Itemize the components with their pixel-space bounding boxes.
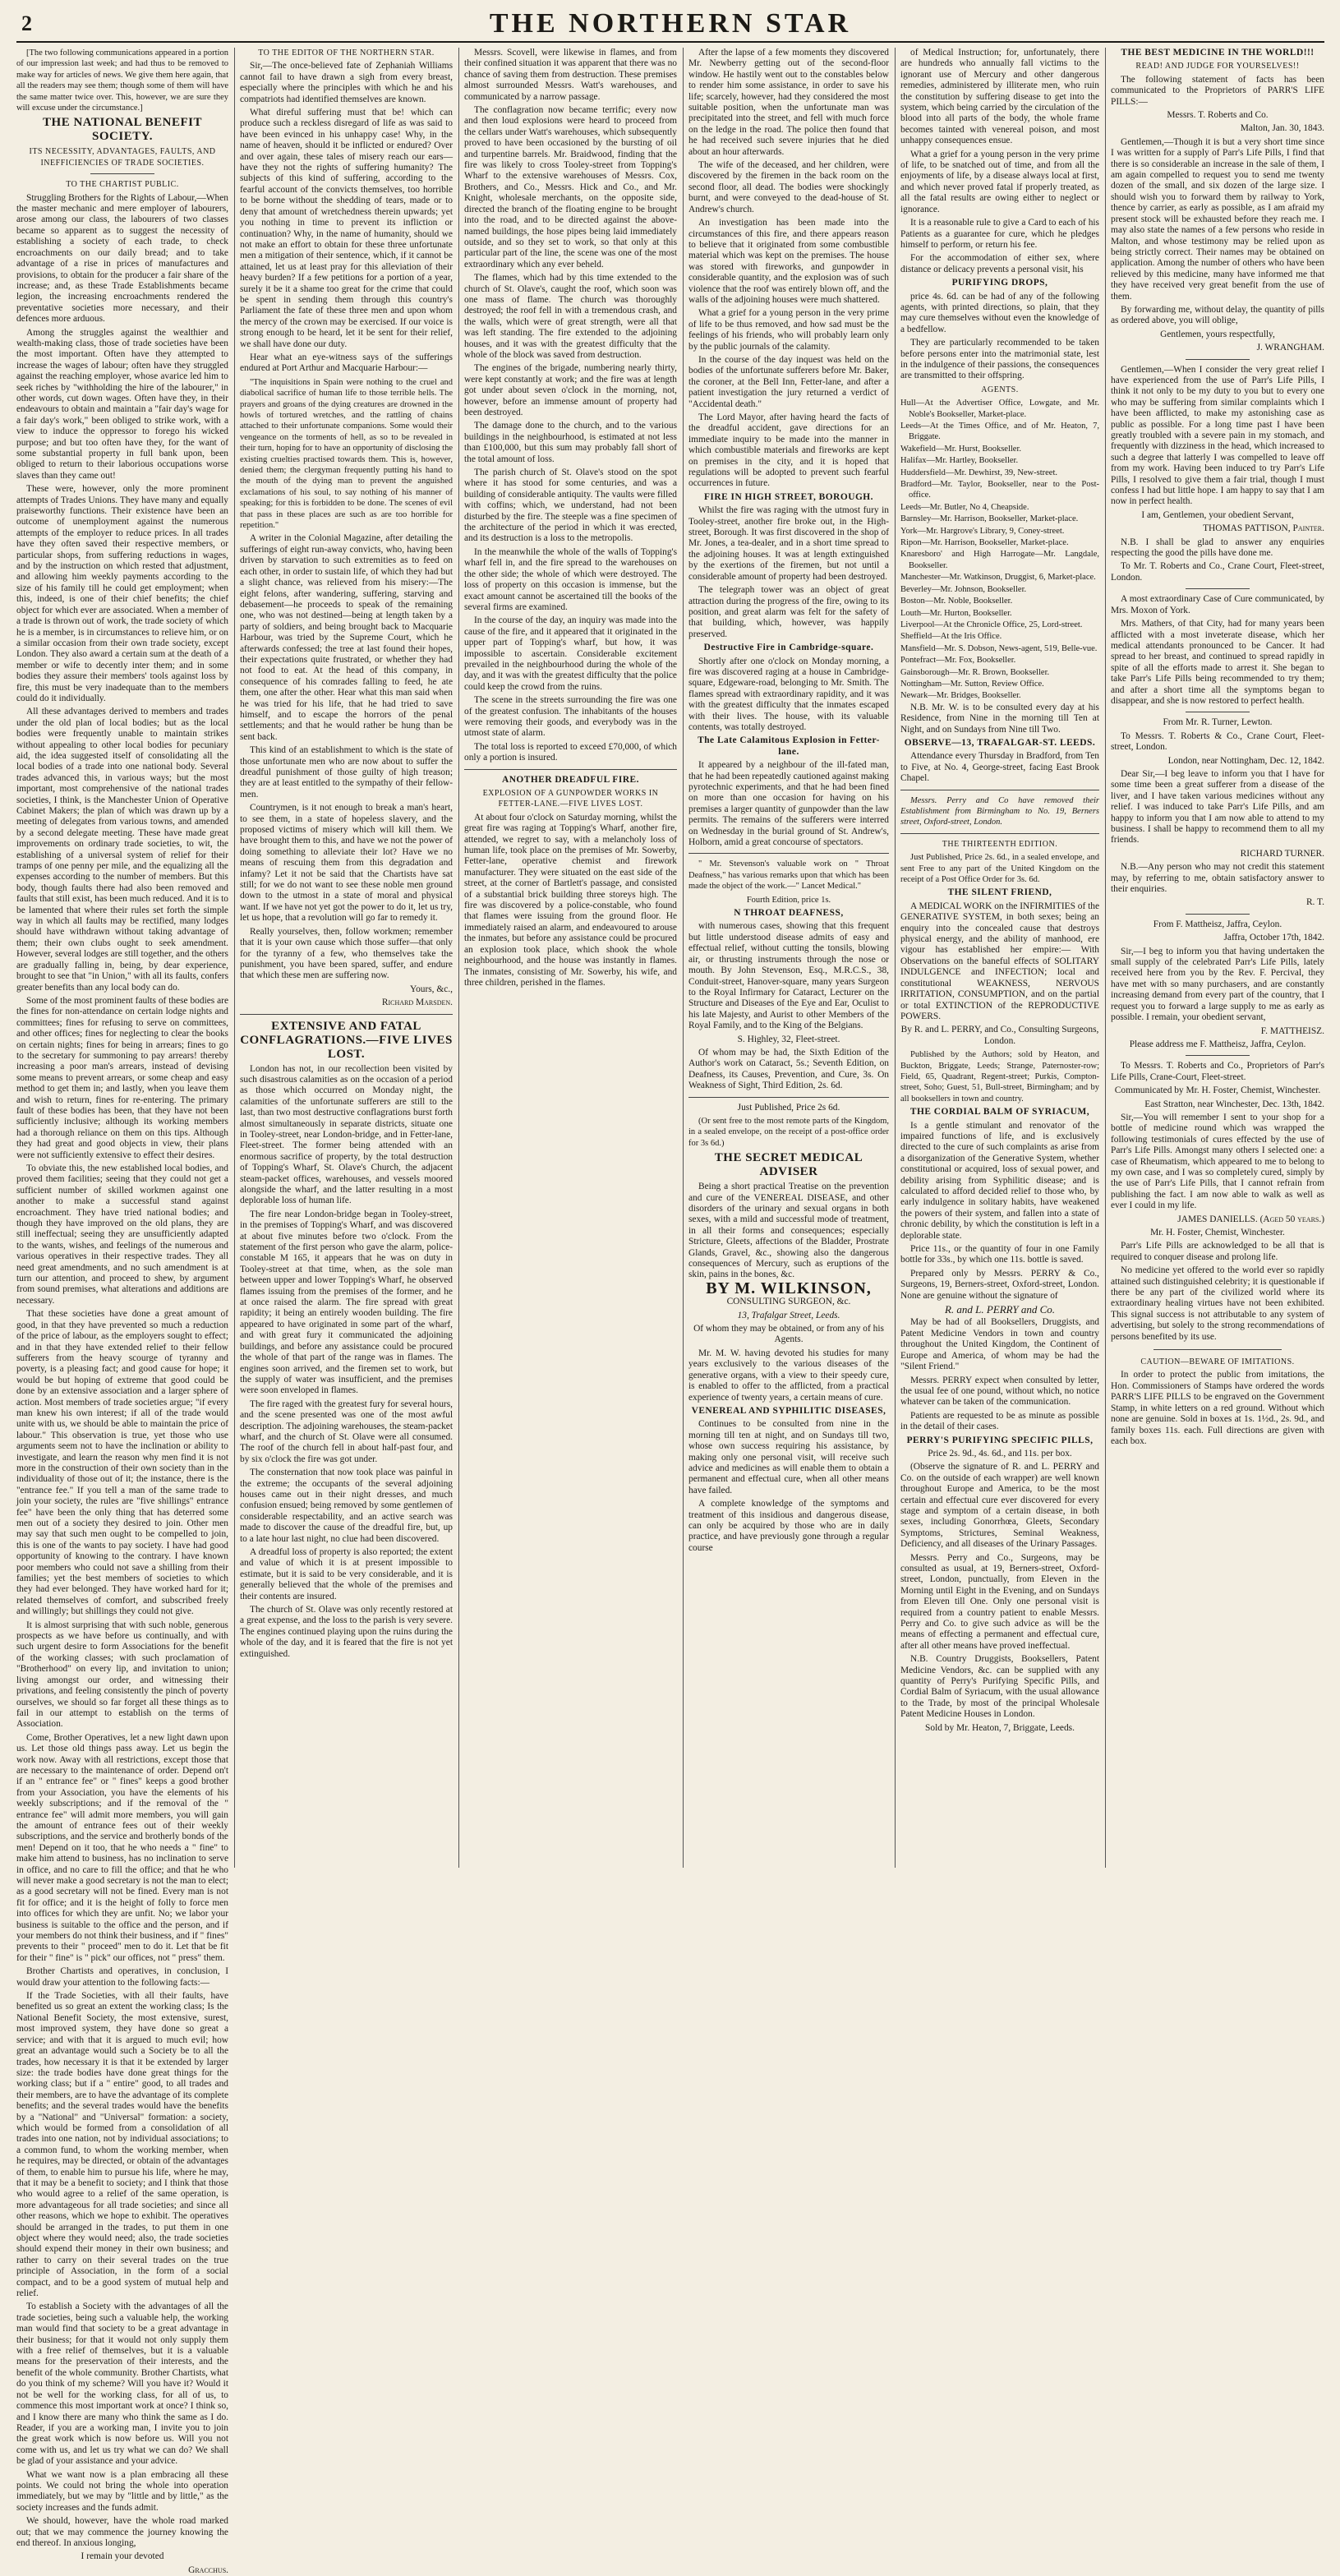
list-item: Beverley—Mr. Johnson, Bookseller. bbox=[900, 584, 1027, 594]
article-subheading: EXPLOSION OF A GUNPOWDER WORKS IN FETTER-LANE.—FIVE LIVES LOST. bbox=[482, 789, 659, 809]
paragraph: A MEDICAL WORK on the INFIRMITIES of the GENERATIVE SYSTEM, in both sexes; being an enquiry into the concealed cause that destroys physical energy, and the ability of manhood, ere vigour has established her empire:— With Observations on the baneful effects of SOLITARY INDULGENCE and INFECTION; local and constitutional WEAKNESS, NERVOUS IRRITATION, CONSUMPTION, and on the partial or total EXTINCTION of the REPRODUCTIVE POWERS. bbox=[900, 901, 1100, 1021]
place-date: London, near Nottingham, Dec. 12, 1842. bbox=[1167, 755, 1324, 766]
column-3 bbox=[464, 48, 677, 1868]
advertiser-address: 13, Trafalgar Street, Leeds. bbox=[737, 1310, 840, 1320]
paragraph: The following statement of facts has been communicated to the Proprietors of PARR'S LIFE PILLS:— bbox=[1111, 74, 1324, 107]
paragraph: A most extraordinary Case of Cure communicated, by Mrs. Moxon of York. bbox=[1111, 594, 1324, 615]
list-item: Nottingham—Mr. Sutton, Review Office. bbox=[900, 679, 1044, 689]
closing: I remain your devoted bbox=[81, 2551, 164, 2562]
place-date: East Stratton, near Winchester, Dec. 13th, 1842. bbox=[1144, 1099, 1324, 1109]
article-heading: EXTENSIVE AND FATAL CONFLAGRATIONS.—FIVE LIVES LOST. bbox=[240, 1019, 453, 1061]
paragraph: A complete knowledge of the symptoms and treatment of this insidious and dangerous disease, can only be acquired by those who are in daily practice, and have previously gone through a regular course bbox=[688, 1499, 889, 1553]
paragraph: This kind of an establishment to which is the state of those unfortunate men who are now about to suffer the dreadful punishment of those guilty of high treason; they are at least entitled to the sympathy of their fellow-men. bbox=[240, 745, 453, 800]
agents-heading: AGENTS. bbox=[981, 385, 1019, 394]
paragraph: N.B.—Any person who may not credit this statement may, by referring to me, obtain satisfactory answer to their enquiries. bbox=[1111, 862, 1324, 895]
paragraph: At about four o'clock on Saturday morning, whilst the great fire was raging at Topping's Wharf, another fire, attended, we regret to say, with a melancholy loss of human life, took place on the premises of Mr. Sowerby, Fetter-lane, operative chemist and firework manufacturer. They were situated on the east side of the street, at the corner of Bartlett's passage, and consisted of a substantial brick building three storeys high. The fire was discovered by a police-constable, who found that flames were issuing from the ground floor. He immediately raised an alarm, and endeavoured to arouse the inmates, but before any assistance could be procured an explosion took place, which shook the whole neighbourhood, and the house was instantly in flames. The inmates, consisting of Mr. Sowerby, his wife, and three children, perished in the flames. bbox=[464, 812, 677, 988]
column-rule bbox=[683, 48, 684, 1868]
salutation: TO THE CHARTIST PUBLIC. bbox=[66, 180, 179, 190]
paragraph: All these advantages derived to members and trades under the old plan of local bodies; but as the local bodies were frequently unable to maintain strikes without appealing to other local bodies for pecuniary aid, the idea suggested itself of consolidating all the local bodies of a trade into one national body. Several trades advanced this, in various ways; but the most important, most comprehensive of the national trades societies, I think, is the Manchester Union of Operative Cabinet Makers; the plan of which was drawn up by a meeting of delegates from various towns, and amended by a second delegate meeting. These have made great improvements on ordinary trade societies, to wit, the establishing of a universal system of relief for their tramps of one penny per mile, and the equalizing all the expenses according to the number of members. But this body, though faults there had also been removed and faults that still exist, has been much reduced. And it is to be lamented that where their rules set forth the simple way in which all faults may be rectified, many lodges should have withdrawn without taking advantage of them; their own clubs ought to seek amendment. However, several lodges are still together, and the others are gradually falling in, being, by dear experience, brought to see that "in Union," with all its faults, confers greater benefits than any local body can do. bbox=[16, 707, 228, 993]
signature: R. T. bbox=[1305, 897, 1324, 908]
paragraph: The fire raged with the greatest fury for several hours, and the scene presented was one of the most awful description. The adjoining warehouses, the steam-packet wharf, and the church of St. Olave were all consumed. The roof of the church fell in about half-past four, and by six o'clock the fire was got under. bbox=[240, 1399, 453, 1464]
separator bbox=[1186, 914, 1250, 915]
separator bbox=[1186, 588, 1250, 589]
paragraph: Parr's Life Pills are acknowledged to be all that is required to conquer disease and prolong life. bbox=[1111, 1241, 1324, 1262]
paragraph: London has not, in our recollection been visited by such disastrous calamities as on the occasion of a period as those which occurred on Monday night, the calamities of the unfortunate sufferers are still to the last, than two most destructive conflagrations burst forth almost simultaneously in separate districts, situate one in Tooley-street, near London-bridge, and in Fetter-lane, Fleet-street. The former being attended with an enormous sacrifice of property, by the total destruction of Topping's Wharf, St. Olave's Church, the adjacent steam-packet offices, warehouses, and vessels moored alongside the wharf, and the latter resulting in a most deplorable loss of human life. bbox=[240, 1063, 453, 1206]
place-date: Malton, Jan. 30, 1843. bbox=[1240, 123, 1324, 134]
editor-note: [The two following communications appeared in a portion of our impression last week; and had thus to be removed to make way for articles of news. We give them here again, that all the readers may see them; though some of them will have the same matter twice over. This, however, we are sure they will excuse under the circumstance.] bbox=[16, 48, 228, 113]
paragraph: Just Published, Price 2s. 6d., in a sealed envelope, and sent Free to any part of the United Kingdom on the receipt of a Post Office Order for 3s. 6d. bbox=[900, 853, 1099, 885]
paragraph: Sir,—You will remember I sent to your shop for a bottle of medicine round which was wrapped the following testimonials of cures effected by the use of Parr's Life Pills. Amongst many others I selected one: a case of Rheumatism, which appeared to me to belong to my own case, and I was so completely cured, simply by the use of Parr's Life Pills, that I cannot refrain from publishing the fact. I am now able to walk as well as ever I could in my life. bbox=[1111, 1112, 1324, 1211]
paragraph: Of whom may be had, the Sixth Edition of the Author's work on Cataract, 5s.; Seventh Edition, on Deafness, its Causes, Prevention, and Cure, 3s. On Weakness of Sight, Third Edition, 2s. 6d. bbox=[688, 1047, 889, 1091]
list-item: Manchester—Mr. Watkinson, Druggist, 6, Market-place. bbox=[900, 573, 1096, 583]
paragraph: The Lord Mayor, after having heard the facts of the dreadful accident, gave directions for an immediate inquiry to be made into the manner in which combustible materials and fireworks are kept on premises in the city, and it is hoped that regulations will be adopted to prevent such fearful occurrences in future. bbox=[688, 412, 889, 489]
paragraph: They are particularly recommended to be taken before persons enter into the matrimonial state, lest in the indulgence of their passions, the consequences are transmitted to their offspring. bbox=[900, 338, 1099, 381]
column-rule bbox=[1105, 48, 1106, 1868]
paragraph: To establish a Society with the advantages of all the trade societies, being such a valuable help, the working man would find that society to be a great advantage in their business; for that it would not only supply them with a free relief of themselves, but it is a valuable means for the preservation of their interests, and the benefit of the whole community. Brother Chartists, what do you think of my scheme? Will you have it? Would it not be well for the working class, for all of us, to commence this most important work at once? I think so, and I know there are many who think the same as I do. Reader, if you are a working man, I invite you to join the great work which is now before us. Will you not come with us, and let us try what we can do? We shall be glad of your assistance and your advice. bbox=[16, 2302, 228, 2467]
advert-heading: OBSERVE—13, TRAFALGAR-ST. LEEDS. bbox=[904, 737, 1096, 748]
list-item: Boston—Mr. Noble, Bookseller. bbox=[900, 597, 1013, 606]
list-item: Leeds—At the Times Office, and of Mr. Heaton, 7, Briggate. bbox=[900, 422, 1099, 442]
paragraph: It is a reasonable rule to give a Card to each of his Patients as a guarantee for cure, which he pledges himself to perform, or return his fee. bbox=[900, 218, 1099, 250]
paragraph: What we want now is a plan embracing all these points. We could not bring the whole into operation immediately, but we may by "little and by little," as the society increases and the funds admit. bbox=[16, 2469, 228, 2513]
paragraph: Whilst the fire was raging with the utmost fury in Tooley-street, another fire broke out, in the High-street, Borough. It was first discovered in the shop of Mr. Jones, a tea-dealer, and in a short time spread to the adjoining houses. It was at length extinguished by the exertions of the firemen, but not until a considerable amount of property had been destroyed. bbox=[688, 505, 889, 582]
signature: Richard Marsden. bbox=[381, 998, 453, 1008]
paragraph: N.B. Country Druggists, Booksellers, Patent Medicine Vendors, &c. can be supplied with any quantity of Perry's Purifying Specific Pills, and Cordial Balm of Syriacum, with the usual allowance to the Trade, by most of the principal Wholesale Patent Medicine Houses in London. bbox=[900, 1654, 1099, 1720]
paragraph: Messrs. PERRY expect when consulted by letter, the usual fee of one pound, without which, no notice whatever can be taken of the communication. bbox=[900, 1375, 1099, 1408]
paragraph: Struggling Brothers for the Rights of Labour,—When the master mechanic and mere employer of labourers, arose among our class, the labourers of two classes became so apparent as to suggest the necessity of establishing a society of each trade, to check encroachments on our daily bread; and to take advantage of a rise in prices of manufactures and provisions, to obtain for the producer a fair share of the increase; and, as these Trade Establishments became legion, the increasing encroachments rendered the preventative societies more necessary, and their defences more arduous. bbox=[16, 192, 228, 325]
signature: THOMAS PATTISON, Painter. bbox=[1203, 523, 1324, 534]
separator bbox=[688, 853, 889, 854]
paragraph: Sir,—I beg to inform you that having undertaken the small supply of the celebrated Parr's Life Pills, lately received here from you by the Rev. F. Percival, they have met with so many purchasers, and are constantly increasing demand from every part of the country, that I request you to forward a large supply to me as early as possible. I remain, your obedient servant, bbox=[1111, 946, 1324, 1023]
paragraph: The wife of the deceased, and her children, were discovered by the firemen in the back room on the second floor, all dead. The bodies were shockingly burnt, and were conveyed to the dead-house of St. Andrew's church. bbox=[688, 160, 889, 214]
paragraph: These were, however, only the more prominent attempts of Trades Unions. They have many and equally praiseworthy functions. Their existence have been an outcome of unemployment against the numerous attempts of the employer to reduce prices. In all trades have they often saved their respective members, or particular shops, from suffering reductions in wages, and by the instruction on which rested that adjustment, and allowing him weekly payments according to the size of his family till he could get employment; when this, indeed, is one of their chief benefits; the chief object for which ever are associated. When a member of a trade is thrown out of work, the trade society of which he is a member, is in circumstances to relieve him, or on a similar occasion from their own trade society, except London. They also award a certain sum at the death of a member or wife to decently inter them; and in some bodies they assure their members' tools against loss by fire, this must be very inadequate than to the members could do it individually. bbox=[16, 484, 228, 703]
author-line: By R. and L. PERRY, and Co., Consulting Surgeons, London. bbox=[900, 1025, 1099, 1046]
list-item: Bradford—Mr. Taylor, Bookseller, near to the Post-office. bbox=[900, 480, 1099, 500]
article-heading: Destructive Fire in Cambridge-square. bbox=[703, 643, 874, 653]
notice: Messrs. Perry and Co have removed their Establishment from Birmingham to No. 19, Berners street, Oxford-street, London. bbox=[900, 795, 1099, 827]
column-4 bbox=[688, 48, 889, 1868]
signature: RICHARD TURNER. bbox=[1240, 848, 1324, 859]
article-heading: THE NATIONAL BENEFIT SOCIETY. bbox=[43, 116, 202, 144]
separator bbox=[1186, 1055, 1250, 1056]
article-heading: ANOTHER DREADFUL FIRE. bbox=[501, 774, 639, 785]
paragraph: Please address me F. Mattheisz, Jaffra, Ceylon. bbox=[1129, 1039, 1306, 1049]
separator bbox=[240, 1014, 453, 1015]
list-item: Newark—Mr. Bridges, Bookseller. bbox=[900, 691, 1021, 701]
paragraph: In the course of the day inquest was held on the bodies of the unfortunate sufferers before Mr. Baker, the coroner, at the Bell Inn, Fetter-lane, and after a patient investigation the jury returned a verdict of "Accidental death." bbox=[688, 354, 889, 409]
signature: F. MATTHEISZ. bbox=[1260, 1025, 1324, 1036]
paragraph: Prepared only by Messrs. PERRY & Co., Surgeons, 19, Berners-street, Oxford-street, London. None are genuine without the signature of bbox=[900, 1268, 1099, 1301]
paragraph: The damage done to the church, and to the various buildings in the neighbourhood, is estimated at not less than £100,000, but this sum may probably fall short of the total amount of loss. bbox=[464, 421, 677, 464]
paragraph: Gentlemen,—When I consider the very great relief I have experienced from the use of Parr's Life Pills, I think it not only to be my duty to you but to every one who may be suffering from similar complaints which I have been afflicted, to make my astonishing case as public as possible. For a long time past I have been greatly troubled with a severe pain in my stomach, and frequently with dizziness in the head, which increased to such a degree that latterly I was compelled to leave off from my work. Having been induced to try Parr's Life Pills, I resolved to give them a fair trial, though I must confess I had but little hope. I am happy to say that I am now in perfect health. bbox=[1111, 364, 1324, 507]
closing: Gentlemen, yours respectfully, bbox=[1160, 329, 1275, 339]
salutation: TO THE EDITOR OF THE NORTHERN STAR. bbox=[258, 48, 435, 58]
paragraph: Dear Sir,—I beg leave to inform you that I have for some time been a great sufferer from a disease of the liver, and I have taken various medicines without any relief. I was induced to take Parr's Life Pills, and am happy to inform you that I am now able to attend to my business. I shall be happy to recommend them to all my friends. bbox=[1111, 768, 1324, 846]
signature: JAMES DANIELLS. (Aged 50 years.) bbox=[1177, 1214, 1324, 1224]
letter-source: From Mr. R. Turner, Lewton. bbox=[1163, 717, 1273, 728]
paragraph: Attendance every Thursday in Bradford, from Ten to Five, at No. 4, George-street, facing East Brook Chapel. bbox=[900, 751, 1099, 784]
list-item: Louth—Mr. Hurton, Bookseller. bbox=[900, 608, 1012, 618]
advertiser-name: BY M. WILKINSON, bbox=[706, 1279, 872, 1297]
paragraph: The consternation that now took place was painful in the extreme; the occupants of the several adjoining houses came out in their night dresses, and much confusion ensued; being removed by some gentlemen of considerable respectability, and an active search was made to discover the cause of the dreadful fire, but, up to a late hour last night, no clue had been discovered. bbox=[240, 1468, 453, 1544]
paragraph: To Mr. T. Roberts and Co., Crane Court, Fleet-street, London. bbox=[1111, 561, 1324, 583]
advert-subheading: READ! AND JUDGE FOR YOURSELVES!! bbox=[1135, 62, 1300, 71]
publisher-line: S. Highley, 32, Fleet-street. bbox=[737, 1034, 840, 1044]
address-line: Messrs. T. Roberts and Co. bbox=[1167, 110, 1269, 121]
list-item: Sheffield—At the Iris Office. bbox=[900, 632, 1002, 642]
paragraph: What a grief for a young person in the very prime of life, to be snatched out of time, and from all the enjoyments of life, by a disease always local at first, and which never proved fatal if properly treated, as all the fatal results are owing either to neglect or ignorance. bbox=[900, 149, 1099, 214]
paragraph: We should, however, have the whole road marked out; that we may commence the journey knowing the end thereof. In anxious longing, bbox=[16, 2516, 228, 2548]
column-6 bbox=[1111, 48, 1324, 1868]
paragraph: The engines of the brigade, numbering nearly thirty, were kept constantly at work; and the fire was at length got under about seven o'clock in the morning, not, however, before an immense amount of property had been destroyed. bbox=[464, 363, 677, 417]
paragraph: The scene in the streets surrounding the fire was one of the greatest confusion. The inhabitants of the houses were removing their goods, and everybody was in the utmost state of alarm. bbox=[464, 695, 677, 739]
paragraph: To obviate this, the new established local bodies, and proved them facilities; seeing that they could not get a sufficient number of skilled workmen against one another to make a successful stand against encroachment. They have tried national bodies; and though they have improved on the old plans, they are still ineffectual; seeing they are unsufficiently adapted to the wants, wishes, and feelings of the numerous and various operatives in their respective trades. They all need great amendments, and no such amendment is at turn our attention, and proceed to shew, by argument from sound premises, what alterations and additions are necessary. bbox=[16, 1164, 228, 1306]
separator bbox=[900, 833, 1099, 834]
paragraph: For the accommodation of either sex, where distance or delicacy prevents a personal visit, his bbox=[900, 253, 1099, 274]
column-1 bbox=[16, 48, 228, 2575]
paragraph: Sir,—The once-believed fate of Zephaniah Williams cannot fail to have drawn a sigh from every breast, especially where the principles with which he and his compatriots had identified themselves are known. bbox=[240, 61, 453, 104]
paragraph: It is almost surprising that with such noble, generous prospects as we have before us continually, and with such urgent desire to form Associations for the benefit of the working classes; with such proclamation of "Brotherhood" on every lip, and invitation to union; living amongst our order, and witnessing their privations, and feeling consistently the pinch of poverty ourselves, we should so far forget all these things as to fail in our attempt to establish on the terms of Association. bbox=[16, 1620, 228, 1730]
paragraph: The flames, which had by this time extended to the church of St. Olave's, caught the roof, which soon was one mass of flame. The church was thoroughly destroyed; the roof fell in with a tremendous crash, and the walls, which were of great strength, were all that was left standing. The fire extended to the adjoining houses, and it was with the greatest difficulty that the whole of the block was saved from destruction. bbox=[464, 273, 677, 360]
advert-heading: THE CORDIAL BALM OF SYRIACUM, bbox=[909, 1107, 1090, 1117]
paragraph: The total loss is reported to exceed £70,000, of which only a portion is insured. bbox=[464, 741, 677, 763]
paragraph: A dreadful loss of property is also reported; the extent and value of which it is at present impossible to estimate, but it is said to be very considerable, and it is generally believed that the whole of the premises and their contents are insured. bbox=[240, 1547, 453, 1601]
paragraph: To Messrs. T. Roberts and Co., Proprietors of Parr's Life Pills, Crane-Court, Fleet-street. bbox=[1111, 1061, 1324, 1082]
paragraph: Mr. M. W. having devoted his studies for many years exclusively to the various diseases of the generative organs, with a view to their speedy cure, is enabled to offer to the afflicted, from a practical experience of twenty years, a certain means of cure. bbox=[688, 1348, 889, 1403]
paragraph: Mrs. Mathers, of that City, had for many years been afflicted with a most inveterate disease, which her medical attendants pronounced to be Cancer. It had spread to her breast, and continued to spread rapidly in spite of all the efforts made to arrest it. She began to take Parr's Life Pills being recommended to try them; and after a short time all the symptoms began to disappear, and she is now restored to perfect health. bbox=[1111, 619, 1324, 706]
separator bbox=[1186, 359, 1250, 360]
paragraph: Messrs. Perry and Co., Surgeons, may be consulted as usual, at 19, Berners-street, Oxford-street, London, punctually, from Eleven in the Morning until Eight in the Evening, and on Sundays from Eleven till One. Only one personal visit is required from a country patient to enable Messrs. Perry and Co. to give such advice as will be the means of effecting a permanent and effectual cure, after all other means have proved ineffectual. bbox=[900, 1552, 1099, 1651]
column-2 bbox=[240, 48, 453, 1868]
paragraph: What a grief for a young person in the very prime of life to be thus removed, and how sad must be the feelings of his friends, who will probably learn only by the public journals of the calamity. bbox=[688, 308, 889, 352]
paragraph: Some of the most prominent faults of these bodies are the fines for non-attendance on certain lodge nights and committees; fines for refusing to serve on committees, and other offices; fines for neglecting to clear the books on certain nights; fines for being in arrears; fines to go to the secretary for summoning to pay arrears! thereby increasing a poor man's arrears, instead of devising some means to prevent arrears, or some cheap and easy method to get them in; and lastly, when you leave them and wish to return, fines for re-entering. The primary fault of these bodies has been, that they have not been sufficiently inclusive; although its working members had a thorough reliance on them on this tips. Although they had great and good objects in view, their plans were not sufficiently extensive to effect their desires. bbox=[16, 995, 228, 1160]
article-heading: FIRE IN HIGH STREET, BOROUGH. bbox=[703, 491, 874, 502]
paragraph: If the Trade Societies, with all their faults, have benefited us so great an extent the working class; Is the National Benefit Society, the most extensive, surest, most improved system, they have done so great a service; and with that it is argued to much evil; how great an advantage would such a Society be to all the trades, how necessary it is that it be extended by larger size: the trade bodies have done great things for the working class; but if a " entire" good, to all trades and their members, are to have the advantage of its complete benefits; and the several trades would have the benefits by a "National" and "Universal" formation: a society, which would be formed from a consolidation of all trades into one nation, not by individual associations; to a common fund, to whom the working member, when he requires, may be directed, or obtain of the advantages of them, to enable him to pursue his life, where he may, that it may be a benefit to society; and I think that those who would agree to a relief of the same operation, is more advantageous for all trade societies; and since all other reasons, which we hope to exhibit. The operatives should be arranged in the trades, to put them in one object where they would need; also, the trade societies should expend their money in their own business; and rather to carry on their several trades on the true principle of Association, in the form of a social compact, and to be a good system of mutual help and relief. bbox=[16, 1991, 228, 2299]
paragraph: Brother Chartists and operatives, in conclusion, I would draw your attention to the following facts:— bbox=[16, 1966, 228, 1988]
paragraph: The church of St. Olave was only recently restored at a great expense, and the loss to the parish is very severe. The engines continued playing upon the ruins during the whole of the day, and it is feared that the fire is not yet extinguished. bbox=[240, 1605, 453, 1659]
list-item: Halifax—Mr. Hartley, Bookseller. bbox=[900, 456, 1019, 466]
advert-heading: VENEREAL AND SYPHILITIC DISEASES, bbox=[691, 1405, 886, 1416]
paragraph: The parish church of St. Olave's stood on the spot where it has stood for some centuries, and was a building of considerable antiquity. The vaults were filled with coffins; which, we understand, had not been disturbed by the fire. The steeple was a fine specimen of the architecture of the period in which it was erected, and its destruction is a loss to the metropolis. bbox=[464, 468, 677, 544]
paragraph: Among the struggles against the wealthier and wealth-making class, those of trade societies have been the most important. Often have they attempted to increase the wages of labour; often have they struggled against the reaching employer, whose avarice led him to seek riches by "withholding the hire of the labourer," in other words, cut down wages. Often have they, in their endeavours to obtain and maintain a "fair day's wage for a fair day's work," been obliged to strike work, with a view to induce the oppressor to forego his wicked purpose; and but too often have they, for the want of some substantial property in full bank upon, been obliged to return to their laborious occupations worse slaves than they came out! bbox=[16, 327, 228, 481]
paragraph: The conflagration now became terrific; every now and then loud explosions were heard to proceed from the cellars under Watt's warehouses, which subsequently proved to have been occasioned by the bursting of oil and turpentine barrels. Mr. Braidwood, finding that the fire was likely to cross Tooley-street from Topping's Wharf to the extensive warehouses of Messrs. Cox, Brothers, and Co., Messrs. Hick and Co., and Mr. Knight, wholesale merchants, on the opposite side, directed the branch of the floating engine to be brought into the road, and to be directed against the above-named buildings, the hose pipes being laid immediately outside, and so they set to work, so that only at this particular part of the line, the scene was one of the most extraordinary which any ever beheld. bbox=[464, 105, 677, 270]
paragraph: Messrs. Scovell, were likewise in flames, and from their confined situation it was apparent that there was no chance of saving them from destruction. These premises almost surrounded Messrs. Watt's warehouses, and communicated by a narrow passage. bbox=[464, 48, 677, 102]
quotation: "The inquisitions in Spain were nothing to the cruel and diabolical sacrifice of human life to those terrible hells. The prayers and groans of the dying creatures are drowned in the howls of tortured wretches, and the rattling of chains attached to their unfortunate companions. Some would their vengeance on the torments of hell, as so to be revealed in their turn, hoping for to have an opportunity of disclosing the existing cruelties practised towards them. This is, however, denied them; the clergyman frequently putting his hand to the mouth of the dying man to prevent the anguished exclamations of his soul, to say nothing of his manner of speaking; for this is forbidden to be done. The scenes of evil that pass in these places are such as are too horrible for repetition." bbox=[240, 377, 453, 531]
letter-source: From F. Mattheisz, Jaffra, Ceylon. bbox=[1153, 919, 1282, 929]
list-item: Liverpool—At the Chronicle Office, 25, Lord-street. bbox=[900, 620, 1083, 629]
paragraph: with numerous cases, showing that this frequent but little understood disease admits of easy and effectual relief, without cutting the tonsils, blowing air, or thrusting instruments through the nose or mouth. By John Stevenson, Esq., M.R.C.S., 38, Conduit-street, Hanover-square, many years Surgeon to the Royal Infirmary for Cataract, Lecturer on the Structure and Diseases of the Eye and Ear, Oculist to his late Majesty, and Aurist to other Members of the Royal Family, and to the King of the Belgians. bbox=[688, 921, 889, 1031]
closing: I am, Gentlemen, your obedient Servant, bbox=[1141, 509, 1294, 520]
list-item: Mansfield—Mr. S. Dobson, News-agent, 519, Belle-vue. bbox=[900, 643, 1098, 653]
column-5 bbox=[900, 48, 1099, 1868]
signature: R. and L. PERRY and Co. bbox=[944, 1303, 1056, 1316]
list-item: Wakefield—Mr. Hurst, Bookseller. bbox=[900, 444, 1022, 454]
paragraph: The telegraph tower was an object of great attraction during the progress of the fire, owing to its position, and great alarm was felt for the safety of that building, which, however, was happily preserved. bbox=[688, 585, 889, 639]
place-date: Jaffra, October 17th, 1842. bbox=[1223, 933, 1324, 943]
paragraph: (Observe the signature of R. and L. PERRY and Co. on the outside of each wrapper) are well known throughout Europe and America, to be the most certain and effectual cure ever discovered for every stage and symptom of a certain disease, in both sexes, including Gonorrhœa, Gleets, Secondary Symptoms, Strictures, Seminal Weakness, Deficiency, and all diseases of the Urinary Passages. bbox=[900, 1462, 1099, 1550]
paragraph: Countrymen, is it not enough to break a man's heart, to see them, in a state of hopeless slavery, and the proposed victims of misery which will kill them. We have brought them to this, and have we not the power of doing something to alleviate their lot? Have we no means of rescuing them from this degradation and infamy? Let it not be said that the Chartists have sat still; for we do not want to see these noble men ground down to the utmost in a state of moral and physical want. If we have not yet got the power to do it, let us try, let us hope, that a revolution will go far to remedy it. bbox=[240, 803, 453, 924]
advert-heading: PURIFYING DROPS, bbox=[951, 278, 1048, 288]
paragraph: In the meanwhile the whole of the walls of Topping's wharf fell in, and the fire spread to the warehouses on the other side; the whole of which were destroyed. The loss of property on this occasion is immense, but the exact amount cannot be ascertained till the books of the several firms are examined. bbox=[464, 546, 677, 612]
advert-heading: THE SILENT FRIEND, bbox=[947, 887, 1052, 898]
paragraph: Is a gentle stimulant and renovator of the impaired functions of life, and is exclusively directed to the cure of such complaints as arise from a disorganization of the Generative System, whether constitutional or acquired, loss of sexual power, and debility arising from Syphilitic disease; and is calculated to afford decided relief to those who, by early indulgence in solitary habits, have weakened the powers of their system, and fallen into a state of chronic debility, by which the constitution is left in a deplorable state. bbox=[900, 1120, 1099, 1241]
closing: Yours, &c., bbox=[409, 984, 453, 994]
paragraph: A writer in the Colonial Magazine, after detailing the sufferings of eight run-away convicts, who, having been driven by starvation to such extremities as to feed on each other, in order to sustain life, of which they had but a slight chance, was relieved from his misery:—The eight felons, after wandering, suffering, starving and debasement—he proceeds to speak of the remaining one, who was not destined—being at length taken by a party of soldiers, and being brought back to Macquarie Harbour, was tried by the Supreme Court, which he afterwards confessed; the tree at last found their hopes, their expectations quite frustrated, or whether they had not food to eat. At the head of this company, in consequence of his comrades falling to feed, he ate them, one after the other. Hear what this man said when he was tried for his life, that he had tried to save himself, and to escape the horrors of the penal settlements; and that he would rather be hung than be sent back. bbox=[240, 533, 453, 742]
paragraph: Shortly after one o'clock on Monday morning, a fire was discovered raging at a house in Cambridge-square, Edgeware-road, belonging to Mr. Smith. The flames spread with extraordinary rapidity, and it was with the greatest difficulty that the inmates escaped with their lives. The house, with its valuable contents, was totally destroyed. bbox=[688, 656, 889, 732]
paragraph: Mr. H. Foster, Chemist, Winchester. bbox=[1150, 1228, 1285, 1237]
advert-heading: THE BEST MEDICINE IN THE WORLD!!! bbox=[1121, 48, 1315, 58]
agents-list bbox=[900, 398, 1099, 702]
paragraph: Patients are requested to be as minute as possible in the detail of their cases. bbox=[900, 1410, 1099, 1432]
separator bbox=[464, 769, 677, 770]
paragraph: price 4s. 6d. can be had of any of the following agents, with printed directions, so plain, that they may cure themselves without even the knowledge of a bedfellow. bbox=[900, 291, 1099, 334]
caution-heading: CAUTION—BEWARE OF IMITATIONS. bbox=[1140, 1357, 1295, 1367]
page-number: 2 bbox=[21, 12, 32, 35]
paragraph: Gentlemen,—Though it is but a very short time since I was written for a supply of Parr's Life Pills, I find that there is so considerable an increase in the sale of them, I am again compelled to request you to send me twenty dozen of the small, and six dozen of the large size. I should wish you to forward them by railway to York, thence by carrier, as early as possible, as I am afraid my present stock will be exhausted before they reach me. I may also state the names of a few persons who reside in Malton, and whose testimony may be relied upon as being strictly correct. Their names may be obtained on application. Among the number of others who have been relieved by this medicine, many have informed me that they have received very great benefit from the use of them. bbox=[1111, 136, 1324, 302]
advert-heading: PERRY'S PURIFYING SPECIFIC PILLS, bbox=[906, 1435, 1094, 1445]
paragraph: In the course of the day, an inquiry was made into the cause of the fire, and it appeared that it originated in the upper part of Topping's wharf, but how, it was impossible to ascertain. Considerable excitement prevailed in the neighbourhood during the whole of the day, and it was with the greatest difficulty that the police could keep the crowd from the ruins. bbox=[464, 615, 677, 692]
paragraph: To Messrs. T. Roberts & Co., Crane Court, Fleet-street, London. bbox=[1111, 730, 1324, 753]
paragraph: In order to protect the public from imitations, the Hon. Commissioners of Stamps have ordered the words PARR'S LIFE PILLS to be engraved on the Government Stamp, in white letters on a red ground. Without which none are genuine. Sold in boxes at 1s. 1½d., 2s. 9d., and family boxes 11s. each. Full directions are given with each box. bbox=[1111, 1370, 1324, 1446]
paragraph: An investigation has been made into the circumstances of this fire, and there appears reason to believe that it originated from some combustible material which was kept on the premises. The house was stored with fireworks, and gunpowder in considerable quantity, and the explosion was of such violence that the roof was entirely blown off, and the walls of the adjoining houses were much shattered. bbox=[688, 218, 889, 305]
advert-quote: " Mr. Stevenson's valuable work on " Throat Deafness," has various remarks upon that which has been made the object of the work.—" Lancet Medical." bbox=[688, 859, 889, 892]
newspaper-title: THE NORTHERN STAR bbox=[489, 8, 852, 39]
paragraph: Being a short practical Treatise on the prevention and cure of the VENEREAL DISEASE, and other disorders of the urinary and sexual organs in both sexes, with a mild and successful mode of treatment, in all their forms and consequences; especially Stricture, Gleets, affections of the Bladder, Prostrate Glands, Gravel, &c., showing also the dangerous consequences of Mercury, such as eruptions of the skin, pains in the bones, &c. bbox=[688, 1182, 889, 1280]
paragraph: By forwarding me, without delay, the quantity of pills as ordered above, you will oblige, bbox=[1111, 304, 1324, 326]
article-subheading: ITS NECESSITY, ADVANTAGES, FAULTS, AND INEFFICIENCIES OF TRADE SOCIETIES. bbox=[29, 147, 216, 168]
signature: J. WRANGHAM. bbox=[1256, 343, 1324, 353]
paragraph: Come, Brother Operatives, let a new light dawn upon us. Let those old things pass away. Let us begin the work now. Away with all restrictions, except those that are necessary to the maintenance of order. Depend on't if an " entrance fee" or " fines" keeps a good brother from your Association, you have the elements of his weekly subscriptions; and if the removal of the " entrance fee" will admit more members, you will gain the amount of entrance fees out of their weekly subscriptions, and the service and brotherly bonds of the men! Depend on it too, that he who needs a " fine" to make him attend to business, has no inclination to serve in office, and no care to fill the office; and that he who will never make a good secretary is not the man to elect; as a good secretary will not be fined. Every man is not fit for office; and it is the height of folly to force men into offices for which they are unfit. No; we labor your business is suitable to the office and the person, and if your members do not think their business, and if " fines" prevents to their " proceed" men to do it. Let that be fit for their " fine" is " pick" our offices, not " press" them. bbox=[16, 1732, 228, 1963]
paragraph: (Or sent free to the most remote parts of the Kingdom, in a sealed envelope, on the receipt of a post-office order for 3s 6d.) bbox=[688, 1116, 889, 1148]
column-rule bbox=[234, 48, 235, 1868]
advertiser-title: CONSULTING SURGEON, &c. bbox=[726, 1297, 851, 1307]
paragraph: Sold by Mr. Heaton, 7, Briggate, Leeds. bbox=[925, 1722, 1075, 1733]
paragraph: Price 11s., or the quantity of four in one Family bottle for 33s., by which one 11s. bottle is saved. bbox=[900, 1244, 1099, 1265]
paragraph: of Medical Instruction; for, unfortunately, there are hundreds who annually fall victims to the ignorant use of Mercury and other dangerous remedies, administered by illiterate men, who ruin the constitution by suffering disease to get into the system, which being carried by the circulation of the blood into all parts of the body, the whole frame becomes tainted with venereal poison, and most unhappy consequences ensue. bbox=[900, 48, 1099, 146]
masthead bbox=[16, 7, 1324, 39]
list-item: Barnsley—Mr. Harrison, Bookseller, Market-place. bbox=[900, 514, 1079, 524]
list-item: Hull—At the Advertiser Office, Lowgate, and Mr. Noble's Bookseller, Market-place. bbox=[900, 399, 1099, 419]
signature: Gracchus. bbox=[188, 2564, 228, 2575]
column-rule bbox=[895, 48, 896, 1868]
list-item: Huddersfield—Mr. Dewhirst, 39, New-street. bbox=[900, 468, 1057, 477]
separator bbox=[688, 1097, 889, 1098]
paragraph: N.B. I shall be glad to answer any enquiries respecting the good the pills have done me. bbox=[1111, 537, 1324, 559]
letter-source: Communicated by Mr. H. Foster, Chemist, Winchester. bbox=[1114, 1085, 1321, 1096]
paragraph: Really yourselves, then, follow workmen; remember that it is your own cause which those suffer—that only for the tyranny of a few, who themselves take the punishment, you have been spared, suffer, and endure that which these men are suffering now. bbox=[240, 926, 453, 981]
separator bbox=[1154, 1349, 1282, 1350]
list-item: Gainsborough—Mr. R. Brown, Bookseller. bbox=[900, 667, 1050, 677]
list-item: Ripon—Mr. Harrison, Bookseller, Market-place. bbox=[900, 538, 1069, 548]
list-item: Pontefract—Mr. Fox, Bookseller. bbox=[900, 656, 1016, 666]
paragraph: Hear what an eye-witness says of the sufferings endured at Port Arthur and Macquarie Harbour:— bbox=[240, 352, 453, 374]
paragraph: That these societies have done a great amount of good, in that they have prevented so much a reduction of the price of labour, as the employers sought to effect; and in that they have extended relief to their fellow sufferers from the heavy scourge of tyranny and poverty, is a pleasing fact; and good cause for hope; it would be but hoping of extreme that good could be done by an extensive association and a larger sphere of action. Most members of trade societies argue; "if every man knew his own interest; if all of the trade would unite with us, we should be able to maintain the price of labour." This observation is true, yet those who use arguments seem not to have the inclination or ability to investigate, and learn the reason why men find it is not more in the construction of their own society than in the individuality of those out of it; the instance, there is the "entrance fee." If you tell a man of the same trade to join your society, the rules are "five shillings" entrance fee" have been the only thing that has deterred some men out of a society they desired to join. Other men may say that such men ought to be compelled to join, this is one of the wants to pay society. I have had good opportunity of knowing to the contrary. I have known poor members who could not save a shilling from their families; yet the best members of societies to which they had ever belonged. They have worked hard for it; related themselves of comfort, and subscribed freely and willingly; but shillings they could not give. bbox=[16, 1309, 228, 1617]
paragraph: Published by the Authors; sold by Heaton, and Buckton, Briggate, Leeds; Strange, Paternoster-row; Field, 65, Quadrant, Regent-street; Purkis, Compton-street, Soho; Guest, 51, Bull-street, Birmingham; and by all booksellers in town and country. bbox=[900, 1050, 1099, 1104]
advert-price: Just Published, Price 2s 6d. bbox=[737, 1102, 840, 1113]
paragraph: N.B. Mr. W. is to be consulted every day at his Residence, from Nine in the morning till Ten at Night, and on Sundays from Nine till Two. bbox=[900, 702, 1099, 735]
article-heading: The Late Calamitous Explosion in Fetter-lane. bbox=[698, 735, 880, 757]
paragraph: What direful suffering must that be! which can produce such a reckless disregard of life as was said to have been evinced in his unhappy case! Why, in the name of heaven, should it be inflicted or endured? Over and over again, these tales of misery reach our ears—have they not the rights of suffering humanity? The subjects of this kind of suffering, according to the fearful account of the convicts themselves, too horrible to be borne without the shedding of tears, made or to deny that amount of wretchedness therein upwards; yet you nothing in time to prevent its infliction or continuation? Why, in the name of humanity, should we not make an effort to obtain for these three unfortunate men a mitigation of their sentence, which, if it cannot be attained, let us at least pray for this alleviation of their heavy burden? If a few petitions for a portion of a year, surely it be it a shame too great for the crime that could be spent in sending them through this country's Parliament the fate of these three men and upon whom the mercy of the crown may be exercised. If our voice is strong enough to be heard, let it be sent for their relief, we shall have done our duty. bbox=[240, 108, 453, 349]
advert-heading: N THROAT DEAFNESS, bbox=[734, 908, 844, 919]
paragraph: It appeared by a neighbour of the ill-fated man, that he had been repeatedly cautioned against making pyrotechnic experiments, and that he had been fined on more than one occasion for having on his premises a larger quantity of gunpowder than the law permits. The remains of the sufferers were interred on Wednesday in the burial ground of St. Andrew's, Holborn, amid a great concourse of spectators. bbox=[688, 760, 889, 848]
list-item: Knaresboro' and High Harrogate—Mr. Langdale, Bookseller. bbox=[900, 550, 1099, 570]
advert-edition: THE THIRTEENTH EDITION. bbox=[942, 839, 1058, 849]
paragraph: No medicine yet offered to the world ever so rapidly attained such distinguished celebrity; it is questionable if there be any part of the civilized world where its extraordinary healing virtues have not been exhibited. This signal success is not attributable to any system of advertising, but solely to the strong recommendations of persons benefited by its use. bbox=[1111, 1265, 1324, 1342]
paragraph: May be had of all Booksellers, Druggists, and Patent Medicine Vendors in town and country throughout the United Kingdom, the Continent of Europe and America, of whom may be had the "Silent Friend." bbox=[900, 1317, 1099, 1372]
advert-edition: Fourth Edition, price 1s. bbox=[746, 895, 831, 905]
paragraph: Continues to be consulted from nine in the morning till ten at night, and on Sundays till two, whose own success requiring his assistance, by making only one personal visit, will receive such advice and medicines as will enable them to obtain a permanent and effectual cure, when all other means have failed. bbox=[688, 1419, 889, 1495]
paragraph: The fire near London-bridge began in Tooley-street, in the premises of Topping's Wharf, and was discovered at about five minutes before two o'clock. From the statement of the first person who gave the alarm, police-constable M 165, it appears that he was on duty in Tooley-street at that time, when, as the sole man between upper and lower Topping's Wharf, he observed flames issuing from the premises of the former, and he at once raised the alarm. The fire spread with great rapidity; it being an entirely wooden building. The fire appeared to have originated in some part of the wharf, and with great fury it communicated the adjoining buildings, and before any assistance could be procured the whole of that part of the range was in flames. The engines soon arrived, and the firemen set to work, but the supply of water was insufficient, and the premises were soon enveloped in flames. bbox=[240, 1209, 453, 1396]
list-item: York—Mr. Hargrove's Library, 9, Coney-street. bbox=[900, 526, 1065, 536]
paragraph: Of whom they may be obtained, or from any of his Agents. bbox=[693, 1324, 884, 1345]
advert-price: Price 2s. 9d., 4s. 6d., and 11s. per box. bbox=[928, 1448, 1072, 1459]
separator bbox=[90, 173, 154, 174]
paragraph: After the lapse of a few moments they discovered Mr. Newberry getting out of the second-floor window. He hastily went out to the constables below to render him some assistance, in order to save his life; scarcely, however, had they considered the most suitable position, when the unfortunate man was precipitated into the street, and fell with much force on the ledge in the road. The police then found that he had received such severe injuries that he died about an hour afterwards. bbox=[688, 48, 889, 157]
column-rule bbox=[458, 48, 459, 1868]
advert-heading: THE SECRET MEDICAL ADVISER bbox=[714, 1151, 863, 1179]
list-item: Leeds—Mr. Butler, No 4, Cheapside. bbox=[900, 502, 1029, 512]
masthead-rule bbox=[16, 41, 1324, 43]
